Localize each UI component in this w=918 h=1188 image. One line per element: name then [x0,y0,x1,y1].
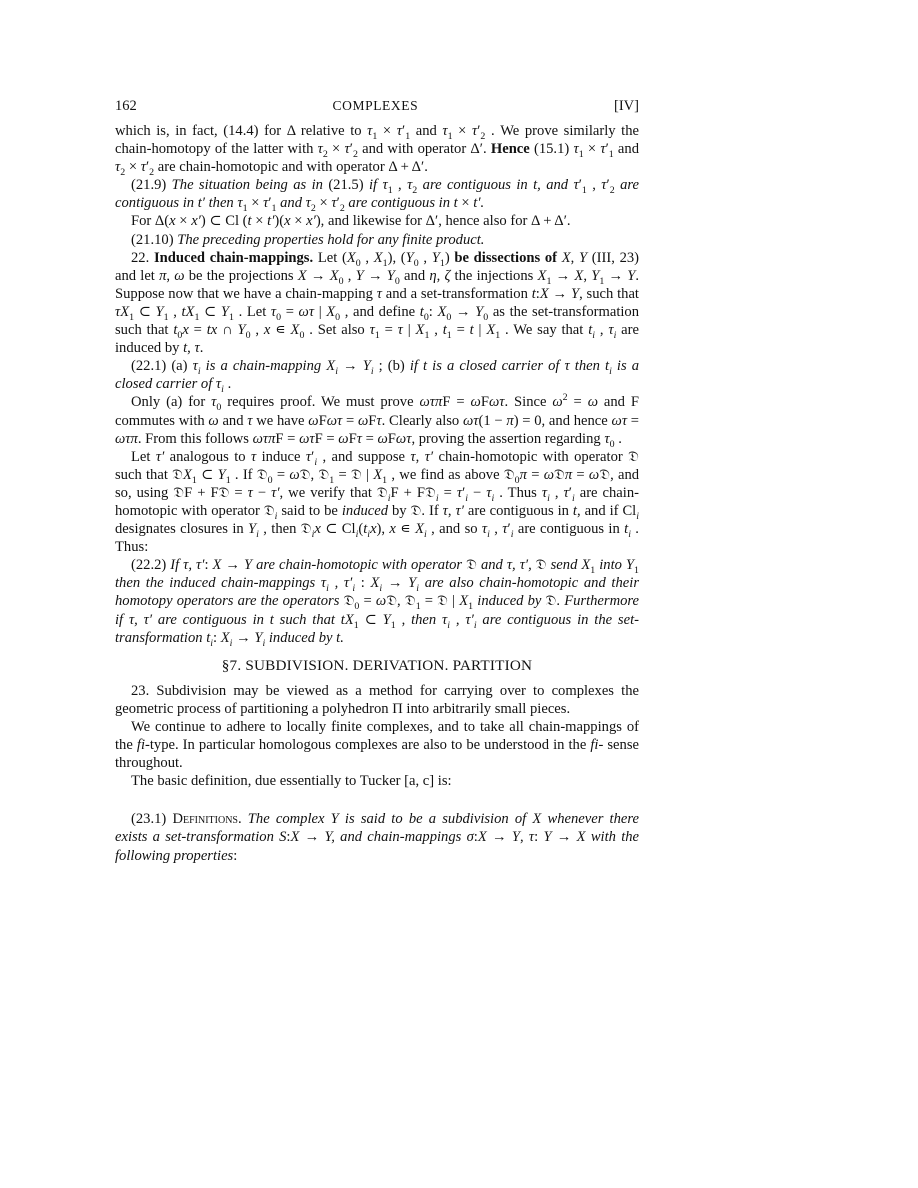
theorem-22-1: (22.1) (a) $\tau_i$ is a chain-mapping $X_i \to Y_i$ ; (b) if t is a closed carrier of τ then $t_i$ is a closed carrier of $\tau_i$ . [115,358,639,396]
paragraph: The basic definition, due essentially to Tucker [a, c] is: [131,773,452,790]
section-title: §7. SUBDIVISION. DERIVATION. PARTITION [221,656,533,674]
chapter-label: [IV] [614,98,639,114]
paragraph-22: 22. Induced chain-mappings. Let ($X_0$ , $X_1$), ($Y_0$ , $Y_1$) be dissections of X, Y (III, 23) and let π, ω be the projections $X \to X_0$ , $Y \to Y_0$ and η, ζ the injections $X_1 \to X$, $Y_1 \to Y$. Suppose now that we have a chain-mapping τ and a set-transformation t:X → Y, such that $\tau X_1$ ⊂ $Y_1$ , $tX_1$ ⊂ $Y_1$ . Let $\tau_0 = \omega\tau$ | $X_0$ , and define $t_0$: $X_0 \to Y_0$ as the set-transformation such that $t_0x$ = tx ∩ $Y_0$ , x ∊ $X_0$ . Set also $\tau_1 = \tau$ | $X_1$ , $t_1 = t$ | $X_1$ . We say that $t_i$ , $\tau_i$ are induced by t, τ. [115,249,640,357]
paragraph: We continue to adhere to locally finite complexes, and to take all chain-mappings of the fi-type. In particular homologous complexes are also to be understood in the fi- sense throughout. [115,719,639,772]
paragraph-23: 23. Subdivision may be viewed as a method for carrying over to complexes the geometric process of partitioning a polyhedron Π into arbitrarily small pieces. [115,682,639,717]
running-title: COMPLEXES [332,98,419,113]
page-number: 162 [115,98,137,114]
theorem-21-10: (21.10) The preceding properties hold for any finite product. [131,231,485,248]
theorem-21-9: (21.9) The situation being as in (21.5) if $\tau_1$ , $\tau_2$ are contiguous in t, and $\tau'_1$ , $\tau'_2$ are contiguous in t′ then $\tau_1 \times \tau'_1$ and $\tau_2 \times \tau'_2$ are contiguous in t × t′. [115,177,639,215]
definition-23-1: (23.1) Definitions. The complex Y is said to be a subdivision of X whenever there exists a set-transformation S:X → Y, and chain-mappings σ:X → Y, τ: Y → X with the following properties: [115,811,640,864]
paragraph: For Δ(x × x′) ⊂ Cl (t × t′)(x × x′), and likewise for Δ′, hence also for Δ + Δ′. [131,213,571,230]
paragraph: Let τ′ analogous to τ induce $\tau'_i$ , and suppose τ, τ′ chain-homotopic with operator 𝔇 such that 𝔇X$_1$ ⊂ $Y_1$ . If 𝔇$_0$ = ω𝔇, 𝔇$_1$ = 𝔇 | $X_1$ , we find as above 𝔇$_0$π = ω𝔇π = ω𝔇, and so, using 𝔇F + F𝔇 = τ − τ′, we verify that 𝔇$_i$F + F𝔇$_i$ = $\tau'_i - \tau_i$ . Thus $\tau_i$ , $\tau'_i$ are chain-homotopic with operator 𝔇$_i$ said to be induced by 𝔇. If τ, τ′ are contiguous in t, and if $Cl_i$ designates closures in $Y_i$ , then 𝔇$_i$x ⊂ $Cl_i(t_ix)$, x ∊ $X_i$ , and so $\tau_i$ , $\tau'_i$ are contiguous in $t_i$ . Thus: [115,447,640,556]
running-header [115,98,639,122]
document-page [115,98,639,865]
paragraph: Only (a) for $\tau_0$ requires proof. We must prove ωτπF = ωFωτ. Since $\omega^2 = \omega$ and F commutes with ω and τ we have ωFωτ = ωFτ. Clearly also ωτ(1 − π) = 0, and hence ωτ = ωτπ. From this follows ωτπF = ωτF = ωFτ = ωFωτ, proving the assertion regarding $\tau_0$ . [115,392,640,450]
page-body [115,122,639,865]
theorem-22-2: (22.2) If τ, τ′: X → Y are chain-homotopic with operator 𝔇 and τ, τ′, 𝔇 send $X_1$ into $Y_1$ then the induced chain-mappings $\tau_i$ , $\tau'_i$ : $X_i \to Y_i$ are also chain-homotopic and their homotopy operators are the operators 𝔇$_0$ = ω𝔇, 𝔇$_1$ = 𝔇 | $X_1$ induced by 𝔇. Furthermore if τ, τ′ are contiguous in t such that $tX_1$ ⊂ $Y_1$ , then $\tau_i$ , $\tau'_i$ are contiguous in the set-transformation $t_i$: $X_i \to Y_i$ induced by t. [115,556,640,649]
paragraph: which is, in fact, (14.4) for Δ relative to $\tau_1 \times \tau'_1$ and $\tau_1 \times \tau'_2$ . We prove similarly the chain-homotopy of the latter with $\tau_2 \times \tau'_2$ and with operator Δ′. Hence (15.1) $\tau_1 \times \tau'_1$ and $\tau_2 \times \tau'_2$ are chain-homotopic and with operator Δ + Δ′. [115,123,640,179]
